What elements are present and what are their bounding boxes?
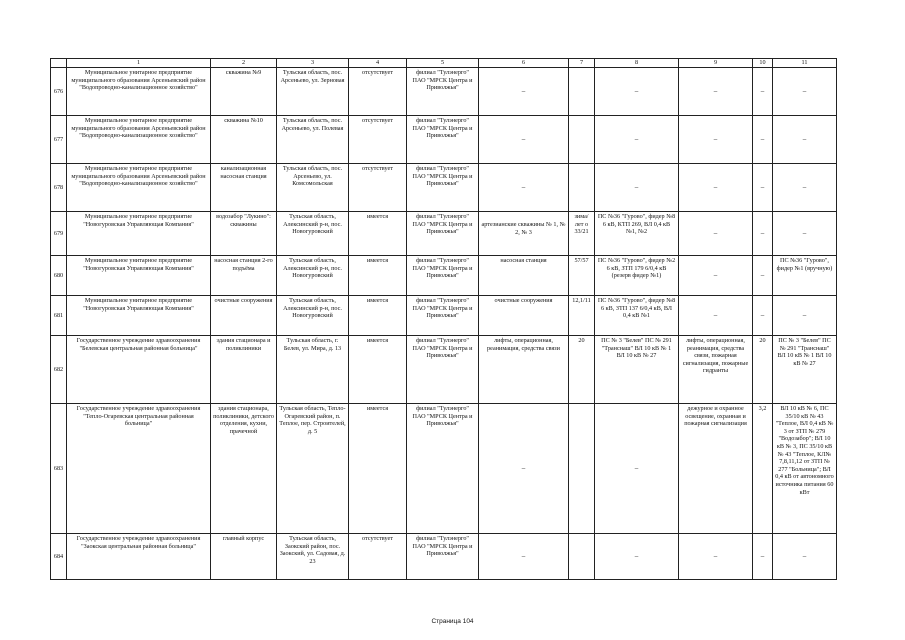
object-cell: водозабор "Лукино": скважины bbox=[211, 212, 277, 256]
table-row bbox=[51, 296, 837, 336]
reserve-feed-cell: ПС № 3 "Белев" ПС № 291 "Транснаш" ВЛ 10 кВ № 1 ВЛ 10 кВ № 27 bbox=[773, 336, 837, 404]
reserve-consumers-cell: – bbox=[679, 116, 753, 164]
consumers-cell: – bbox=[479, 116, 569, 164]
reserve-cell: отсутствует bbox=[349, 164, 407, 212]
power-cell bbox=[569, 68, 595, 116]
reserve-consumers-cell: дежурное и охранное освещение, охранная и пожарная сигнализация bbox=[679, 404, 753, 534]
organization-cell: Государственное учреждение здравоохранения "Белевская центральная районная больница" bbox=[67, 336, 211, 404]
feed-cell: – bbox=[595, 116, 679, 164]
consumers-cell: насосная станция bbox=[479, 256, 569, 296]
reserve-consumers-cell: – bbox=[679, 534, 753, 580]
row-number: 683 bbox=[51, 404, 67, 534]
reserve-cell: отсутствует bbox=[349, 116, 407, 164]
consumers-cell: – bbox=[479, 164, 569, 212]
feed-cell: ПС №36 "Гурово", фидер №8 6 кВ, КТП 269, ВЛ 0,4 кВ №1, №2 bbox=[595, 212, 679, 256]
object-cell: здания стационара, поликлиники, детского отделения, кухни, прачечной bbox=[211, 404, 277, 534]
header-cell: 3 bbox=[277, 59, 349, 68]
power-cell: 12,1/11 bbox=[569, 296, 595, 336]
organization-cell: Государственное учреждение здравоохранения "Тепло-Огаревская центральная районная больница" bbox=[67, 404, 211, 534]
table-row bbox=[51, 164, 837, 212]
table-row bbox=[51, 404, 837, 534]
reserve-cell: имеется bbox=[349, 404, 407, 534]
power-cell bbox=[569, 116, 595, 164]
reserve-consumers-cell: лифты, операционная, реанимация, средства связи, пожарная сигнализация, пожарные гидранты bbox=[679, 336, 753, 404]
supplier-cell: филиал "Тулэнерго" ПАО "МРСК Центра и Приволжья" bbox=[407, 212, 479, 256]
supplier-cell: филиал "Тулэнерго" ПАО "МРСК Центра и Приволжья" bbox=[407, 256, 479, 296]
reserve-cell: имеется bbox=[349, 256, 407, 296]
header-cell: 6 bbox=[479, 59, 569, 68]
reserve-feed-cell: ВЛ 10 кВ № 6, ПС 35/10 кВ № 43 "Теплое, ВЛ 0,4 кВ № 3 от ЗТП № 279 "Водозабор"; ВЛ 10 кВ № 3, ПС 35/10 кВ № 43 "Теплое, КЛ№ 7,8,11,12 от ЗТП № 277 "Больница"; ВЛ 0,4 кВ от автономного источника питания 60 кВт bbox=[773, 404, 837, 534]
reserve-power-cell: – bbox=[753, 212, 773, 256]
organization-cell: Муниципальное унитарное предприятие муниципального образования Арсеньевский район "Водопроводно-канализационное хозяйство" bbox=[67, 68, 211, 116]
table-row bbox=[51, 336, 837, 404]
reserve-power-cell: 20 bbox=[753, 336, 773, 404]
address-cell: Тульская область, пос. Арсеньево, ул. Полевая bbox=[277, 116, 349, 164]
power-cell: 57/57 bbox=[569, 256, 595, 296]
reserve-feed-cell: – bbox=[773, 212, 837, 256]
supplier-cell: филиал "Тулэнерго" ПАО "МРСК Центра и Приволжья" bbox=[407, 404, 479, 534]
reserve-feed-cell: – bbox=[773, 534, 837, 580]
organization-cell: Муниципальное унитарное предприятие "Новогуровская Управляющая Компания" bbox=[67, 296, 211, 336]
reserve-feed-cell: – bbox=[773, 68, 837, 116]
address-cell: Тульская область, Тепло-Огаревский район, п. Теплое, пер. Строителей, д. 5 bbox=[277, 404, 349, 534]
consumers-text: артезианские скважины № 1, № 2, № 3 bbox=[481, 221, 566, 236]
header-cell: 1 bbox=[67, 59, 211, 68]
reserve-power-cell: – bbox=[753, 296, 773, 336]
organization-cell: Муниципальное унитарное предприятие муниципального образования Арсеньевский район "Водопроводно-канализационное хозяйство" bbox=[67, 116, 211, 164]
table-header-row bbox=[51, 59, 837, 68]
row-number: 677 bbox=[51, 116, 67, 164]
reserve-consumers-cell: – bbox=[679, 296, 753, 336]
object-cell: скважина №10 bbox=[211, 116, 277, 164]
header-cell: 4 bbox=[349, 59, 407, 68]
table-row bbox=[51, 212, 837, 256]
header-cell: 7 bbox=[569, 59, 595, 68]
row-number: 676 bbox=[51, 68, 67, 116]
feed-cell: – bbox=[595, 164, 679, 212]
reserve-consumers-cell: – bbox=[679, 256, 753, 296]
supplier-cell: филиал "Тулэнерго" ПАО "МРСК Центра и Приволжья" bbox=[407, 68, 479, 116]
consumers-cell bbox=[479, 212, 569, 256]
address-cell: Тульская область, пос. Арсеньево, ул. Зерновая bbox=[277, 68, 349, 116]
organization-cell: Муниципальное унитарное предприятие муниципального образования Арсеньевский район "Водопроводно-канализационное хозяйство" bbox=[67, 164, 211, 212]
organization-cell: Муниципальное унитарное предприятие "Новогуровская Управляющая Компания" bbox=[67, 256, 211, 296]
header-cell-blank bbox=[51, 59, 67, 68]
consumers-cell: – bbox=[479, 68, 569, 116]
power-cell bbox=[569, 164, 595, 212]
reserve-power-cell: – bbox=[753, 116, 773, 164]
power-cell: зима/лет о 33/21 bbox=[569, 212, 595, 256]
row-number: 680 bbox=[51, 256, 67, 296]
feed-cell: ПС №36 "Гурово", фидер №2 6 кВ, ЗТП 179 6/0,4 кВ (резерв фидер №1) bbox=[595, 256, 679, 296]
reserve-power-cell: – bbox=[753, 164, 773, 212]
power-cell bbox=[569, 534, 595, 580]
row-number: 679 bbox=[51, 212, 67, 256]
address-cell: Тульская область, Алексинский р-н, пос. Новогуровский bbox=[277, 296, 349, 336]
feed-cell: – bbox=[595, 404, 679, 534]
reserve-cell: имеется bbox=[349, 296, 407, 336]
supplier-cell: филиал "Тулэнерго" ПАО "МРСК Центра и Приволжья" bbox=[407, 534, 479, 580]
object-cell: скважина №9 bbox=[211, 68, 277, 116]
feed-cell: – bbox=[595, 534, 679, 580]
table-row bbox=[51, 68, 837, 116]
reserve-power-cell: – bbox=[753, 68, 773, 116]
header-cell: 10 bbox=[753, 59, 773, 68]
page-number: Страница 104 bbox=[431, 618, 474, 625]
header-cell: 2 bbox=[211, 59, 277, 68]
object-cell: канализационная насосная станция bbox=[211, 164, 277, 212]
table-row bbox=[51, 256, 837, 296]
reserve-feed-cell: ПС №36 "Гурово", фидер №1 (вручную) bbox=[773, 256, 837, 296]
document-table-wrapper bbox=[50, 58, 836, 580]
table-row bbox=[51, 534, 837, 580]
object-cell: здания стационара и поликлиники bbox=[211, 336, 277, 404]
header-cell: 11 bbox=[773, 59, 837, 68]
object-cell: очистные сооружения bbox=[211, 296, 277, 336]
object-cell: главный корпус bbox=[211, 534, 277, 580]
header-cell: 9 bbox=[679, 59, 753, 68]
address-cell: Тульская область, Алексинский р-н, пос. Новогуровский bbox=[277, 256, 349, 296]
power-cell bbox=[569, 404, 595, 534]
reserve-consumers-cell: – bbox=[679, 164, 753, 212]
supplier-cell: филиал "Тулэнерго" ПАО "МРСК Центра и Приволжья" bbox=[407, 164, 479, 212]
reserve-feed-cell: – bbox=[773, 296, 837, 336]
header-cell: 5 bbox=[407, 59, 479, 68]
reserve-cell: отсутствует bbox=[349, 534, 407, 580]
reserve-cell: отсутствует bbox=[349, 68, 407, 116]
supplier-cell: филиал "Тулэнерго" ПАО "МРСК Центра и Приволжья" bbox=[407, 116, 479, 164]
reserve-feed-cell: – bbox=[773, 164, 837, 212]
reserve-consumers-cell: – bbox=[679, 68, 753, 116]
reserve-cell: имеется bbox=[349, 212, 407, 256]
supplier-cell: филиал "Тулэнерго" ПАО "МРСК Центра и Приволжья" bbox=[407, 296, 479, 336]
row-number: 682 bbox=[51, 336, 67, 404]
row-number: 684 bbox=[51, 534, 67, 580]
reserve-cell: имеется bbox=[349, 336, 407, 404]
address-cell: Тульская область, пос. Арсеньево, ул. Комсомольская bbox=[277, 164, 349, 212]
object-cell: насосная станция 2-го подъёма bbox=[211, 256, 277, 296]
reserve-power-cell: 3,2 bbox=[753, 404, 773, 534]
supplier-cell: филиал "Тулэнерго" ПАО "МРСК Центра и Приволжья" bbox=[407, 336, 479, 404]
reserve-power-cell: – bbox=[753, 256, 773, 296]
table-row bbox=[51, 116, 837, 164]
reserve-power-cell: – bbox=[753, 534, 773, 580]
data-table bbox=[50, 58, 837, 580]
consumers-cell: – bbox=[479, 534, 569, 580]
organization-cell: Государственное учреждение здравоохранения "Заокская центральная районная больница" bbox=[67, 534, 211, 580]
consumers-cell: очистные сооружения bbox=[479, 296, 569, 336]
feed-cell: – bbox=[595, 68, 679, 116]
header-cell: 8 bbox=[595, 59, 679, 68]
organization-cell: Муниципальное унитарное предприятие "Новогуровская Управляющая Компания" bbox=[67, 212, 211, 256]
consumers-cell: лифты, операционная, реанимация, средства связи bbox=[479, 336, 569, 404]
address-cell: Тульская область, Алексинский р-н, пос. Новогуровский bbox=[277, 212, 349, 256]
feed-cell: ПС № 3 "Белев" ПС № 291 "Транснаш" ВЛ 10 кВ № 1 ВЛ 10 кВ № 27 bbox=[595, 336, 679, 404]
reserve-feed-cell: – bbox=[773, 116, 837, 164]
row-number: 678 bbox=[51, 164, 67, 212]
consumers-cell: – bbox=[479, 404, 569, 534]
row-number: 681 bbox=[51, 296, 67, 336]
power-cell: 20 bbox=[569, 336, 595, 404]
address-cell: Тульская область, Заокский район, пос. Заокский, ул. Садовая, д. 23 bbox=[277, 534, 349, 580]
reserve-consumers-cell: – bbox=[679, 212, 753, 256]
feed-cell: ПС №36 "Гурово", фидер №8 6 кВ, ЗТП 137 6/0,4 кВ, ВЛ 0,4 кВ №1 bbox=[595, 296, 679, 336]
address-cell: Тульская область, г. Белев, ул. Мира, д. 13 bbox=[277, 336, 349, 404]
